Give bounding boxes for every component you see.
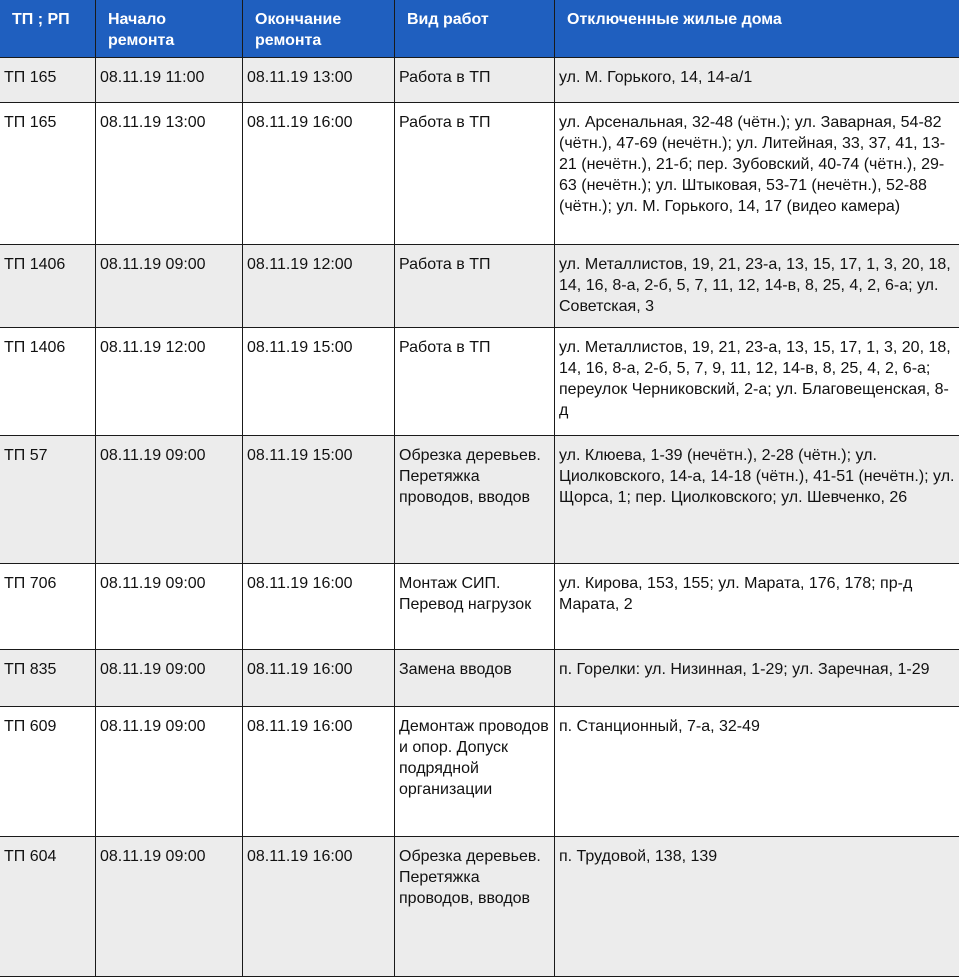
cell-work-type: Обрезка деревьев. Перетяжка проводов, вводов	[395, 837, 555, 977]
table-row	[0, 58, 959, 103]
cell-houses: ул. Металлистов, 19, 21, 23-а, 13, 15, 17, 1, 3, 20, 18, 14, 16, 8-а, 2-б, 5, 7, 11, 12, 14-в, 8, 25, 4, 2, 6-а; ул. Советская, 3	[555, 245, 959, 328]
cell-work-type: Обрезка деревьев. Перетяжка проводов, вводов	[395, 436, 555, 564]
table-row	[0, 103, 959, 245]
cell-tp: ТП 706	[0, 564, 96, 650]
cell-houses: ул. Арсенальная, 32-48 (чётн.); ул. Заварная, 54-82 (чётн.), 47-69 (нечётн.); ул. Литейная, 33, 37, 41, 13-21 (нечётн.), 21-б; пер. Зубовский, 40-74 (чётн.), 29-63 (нечётн.); ул. Штыковая, 53-71 (нечётн.), 52-88 (чётн.); ул. М. Горького, 14, 17 (видео камера)	[555, 103, 959, 245]
table-row	[0, 707, 959, 837]
cell-end: 08.11.19 15:00	[243, 328, 395, 436]
cell-work-type: Замена вводов	[395, 650, 555, 707]
column-header-start: Начало ремонта	[96, 0, 243, 58]
table-header-row	[0, 0, 959, 58]
cell-end: 08.11.19 16:00	[243, 650, 395, 707]
cell-houses: ул. Металлистов, 19, 21, 23-а, 13, 15, 17, 1, 3, 20, 18, 14, 16, 8-а, 2-б, 5, 7, 9, 11, 12, 14-в, 8, 25, 4, 2, 6-а; переулок Черниковский, 2-а; ул. Благовещенская, 8-д	[555, 328, 959, 436]
cell-start: 08.11.19 12:00	[96, 328, 243, 436]
cell-houses: ул. М. Горького, 14, 14-а/1	[555, 58, 959, 103]
cell-tp: ТП 604	[0, 837, 96, 977]
cell-houses: п. Станционный, 7-а, 32-49	[555, 707, 959, 837]
table-row	[0, 245, 959, 328]
cell-end: 08.11.19 16:00	[243, 707, 395, 837]
cell-start: 08.11.19 09:00	[96, 436, 243, 564]
cell-start: 08.11.19 09:00	[96, 650, 243, 707]
cell-houses: п. Трудовой, 138, 139	[555, 837, 959, 977]
cell-start: 08.11.19 09:00	[96, 707, 243, 837]
cell-tp: ТП 165	[0, 58, 96, 103]
cell-work-type: Работа в ТП	[395, 245, 555, 328]
table-row	[0, 564, 959, 650]
cell-end: 08.11.19 16:00	[243, 103, 395, 245]
table-row	[0, 650, 959, 707]
cell-start: 08.11.19 13:00	[96, 103, 243, 245]
cell-tp: ТП 165	[0, 103, 96, 245]
cell-start: 08.11.19 09:00	[96, 564, 243, 650]
cell-end: 08.11.19 16:00	[243, 837, 395, 977]
cell-tp: ТП 57	[0, 436, 96, 564]
column-header-tp: ТП ; РП	[0, 0, 96, 58]
cell-work-type: Работа в ТП	[395, 328, 555, 436]
cell-start: 08.11.19 11:00	[96, 58, 243, 103]
cell-start: 08.11.19 09:00	[96, 837, 243, 977]
cell-tp: ТП 1406	[0, 245, 96, 328]
cell-work-type: Работа в ТП	[395, 103, 555, 245]
cell-work-type: Монтаж СИП. Перевод нагрузок	[395, 564, 555, 650]
cell-houses: ул. Клюева, 1-39 (нечётн.), 2-28 (чётн.); ул. Циолковского, 14-а, 14-18 (чётн.), 41-51 (нечётн.); ул. Щорса, 1; пер. Циолковского; ул. Шевченко, 26	[555, 436, 959, 564]
column-header-end: Окончание ремонта	[243, 0, 395, 58]
cell-houses: п. Горелки: ул. Низинная, 1-29; ул. Заречная, 1-29	[555, 650, 959, 707]
column-header-houses: Отключенные жилые дома	[555, 0, 959, 58]
cell-work-type: Работа в ТП	[395, 58, 555, 103]
cell-houses: ул. Кирова, 153, 155; ул. Марата, 176, 178; пр-д Марата, 2	[555, 564, 959, 650]
cell-end: 08.11.19 12:00	[243, 245, 395, 328]
cell-work-type: Демонтаж проводов и опор. Допуск подрядной организации	[395, 707, 555, 837]
table-row	[0, 328, 959, 436]
cell-tp: ТП 835	[0, 650, 96, 707]
cell-tp: ТП 609	[0, 707, 96, 837]
table-row	[0, 837, 959, 977]
cell-tp: ТП 1406	[0, 328, 96, 436]
cell-end: 08.11.19 15:00	[243, 436, 395, 564]
cell-end: 08.11.19 16:00	[243, 564, 395, 650]
cell-start: 08.11.19 09:00	[96, 245, 243, 328]
column-header-work-type: Вид работ	[395, 0, 555, 58]
table-row	[0, 436, 959, 564]
cell-end: 08.11.19 13:00	[243, 58, 395, 103]
